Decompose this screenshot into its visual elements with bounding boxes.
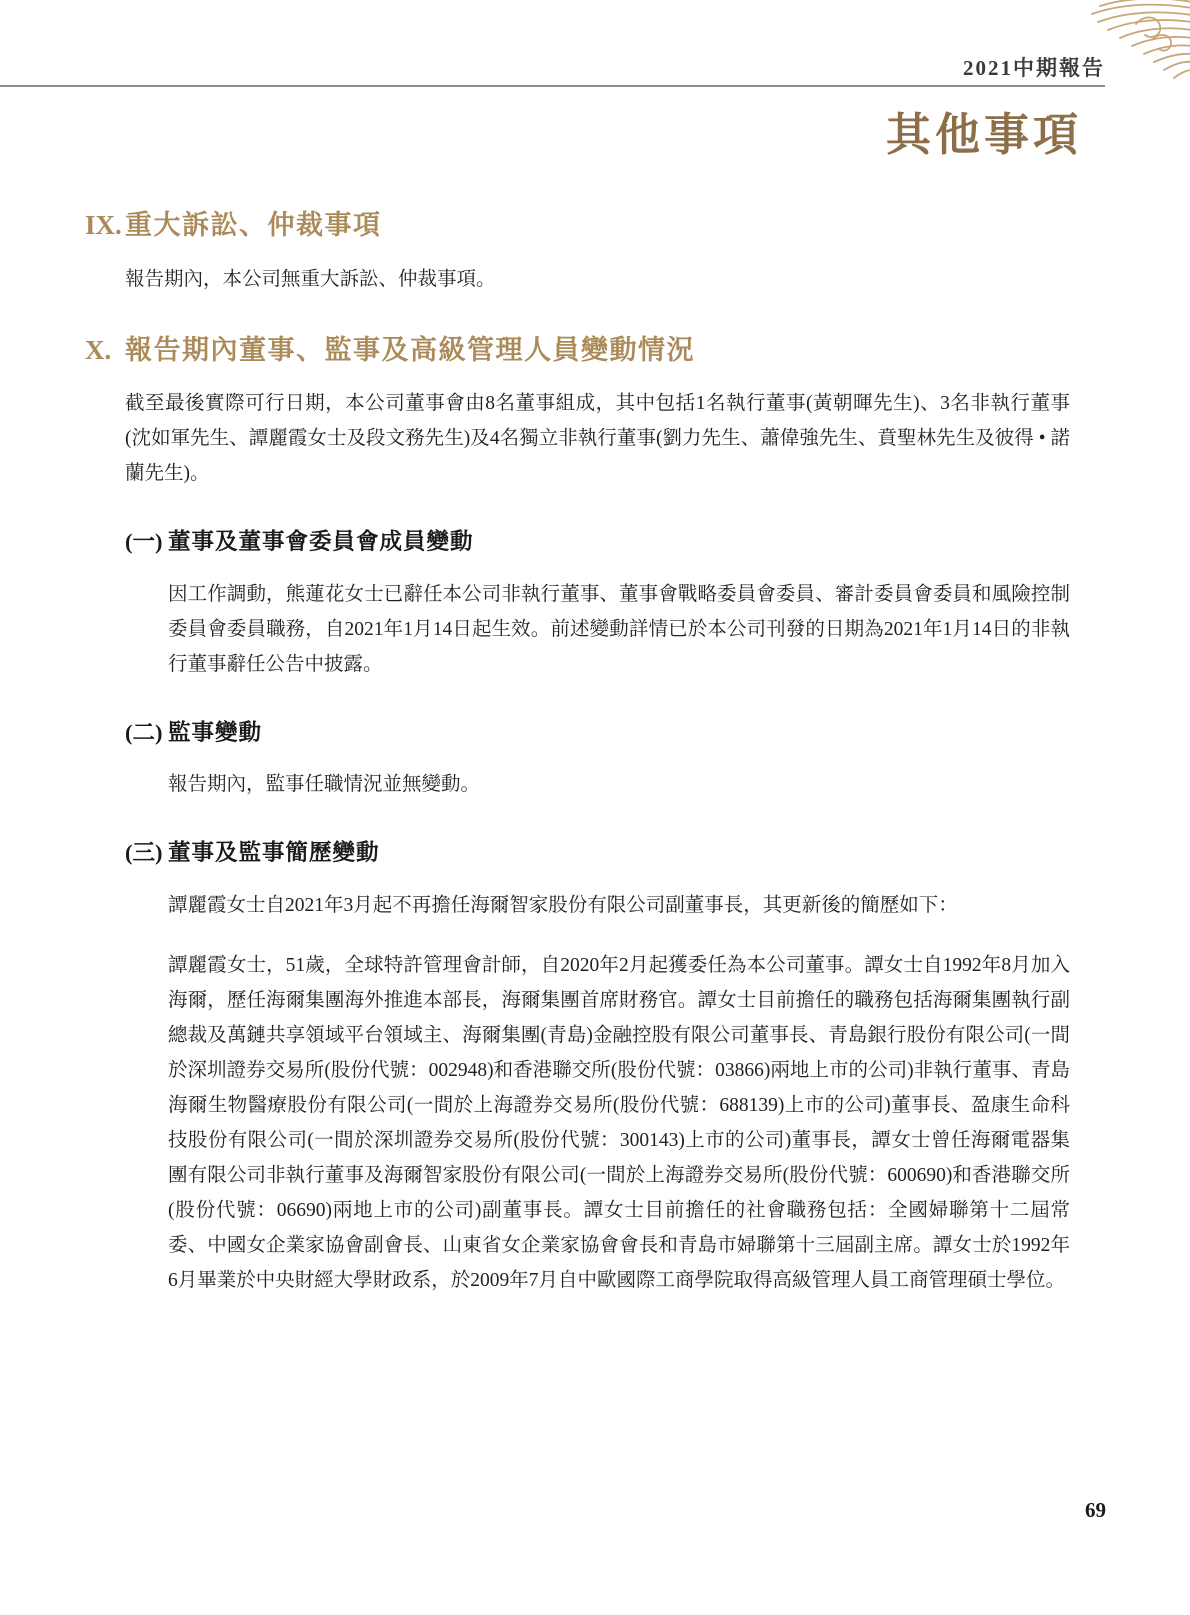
section-x-title: 報告期內董事、監事及高級管理人員變動情況 xyxy=(125,334,695,365)
subsection-3-number: (三) xyxy=(125,840,163,865)
section-x-number: X. xyxy=(85,334,112,365)
subsection-3-paragraph-intro: 譚麗霞女士自2021年3月起不再擔任海爾智家股份有限公司副董事長，其更新後的簡歷如下： xyxy=(168,894,958,916)
subsection-3-heading xyxy=(125,838,1070,868)
subsection-1-paragraph: 因工作調動，熊蓮花女士已辭任本公司非執行董事、董事會戰略委員會委員、審計委員會委員和風險控制委員會委員職務，自2021年1月14日起生效。前述變動詳情已於本公司刊發的日期為2021年1月14日的非執行董事辭任公告中披露。 xyxy=(168,583,1070,675)
section-ix-number: IX. xyxy=(85,210,122,240)
section-x-paragraph: 截至最後實際可行日期，本公司董事會由8名董事組成，其中包括1名執行董事(黃朝暉先生)、3名非執行董事(沈如軍先生、譚麗霞女士及段文務先生)及4名獨立非執行董事(劉力先生、蕭偉強先生、賁聖林先生及彼得 • 諾蘭先生)。 xyxy=(125,393,1070,484)
subsection-2-title: 監事變動 xyxy=(168,719,263,745)
page-number: 69 xyxy=(1085,1498,1106,1522)
section-ix-paragraph: 報告期內，本公司無重大訴訟、仲裁事項。 xyxy=(125,268,496,290)
report-title: 2021中期報告 xyxy=(963,56,1105,80)
subsection-3-title: 董事及監事簡歷變動 xyxy=(168,840,380,865)
subsection-1-number: (一) xyxy=(125,529,163,554)
section-ix-title: 重大訴訟、仲裁事項 xyxy=(125,210,382,240)
section-x-heading xyxy=(85,333,1070,367)
subsection-3-paragraph-bio: 譚麗霞女士，51歲，全球特許管理會計師，自2020年2月起獲委任為本公司董事。譚女士自1992年8月加入海爾，歷任海爾集團海外推進本部長，海爾集團首席財務官。譚女士目前擔任的職務包括海爾集團執行副總裁及萬鏈共享領域平台領域主、海爾集團(青島)金融控股有限公司董事長、青島銀行股份有限公司(一間於深圳證券交易所(股份代號：002948)和香港聯交所(股份代號：03866)兩地上市的公司)非執行董事、青島海爾生物醫療股份有限公司(一間於上海證券交易所(股份代號：688139)上市的公司)董事長、盈康生命科技股份有限公司(一間於深圳證券交易所(股份代號：300143)上市的公司)董事長，譚女士曾任海爾電器集團有限公司非執行董事及海爾智家股份有限公司(一間於上海證券交易所(股份代號：600690)和香港聯交所(股份代號：06690)兩地上市的公司)副董事長。譚女士目前擔任的社會職務包括：全國婦聯第十二屆常委、中國女企業家協會副會長、山東省女企業家協會會長和青島市婦聯第十三屆副主席。譚女士於1992年6月畢業於中央財經大學財政系，於2009年7月自中歐國際工商學院取得高級管理人員工商管理碩士學位。 xyxy=(168,954,1070,1291)
subsection-2-number: (二) xyxy=(125,719,163,745)
section-ix-heading xyxy=(85,208,1070,242)
subsection-1-heading xyxy=(125,527,1070,557)
subsection-2-paragraph: 報告期內，監事任職情況並無變動。 xyxy=(168,774,481,795)
subsection-2-heading xyxy=(125,718,1070,748)
header-divider xyxy=(0,85,1105,87)
page-content xyxy=(85,208,1070,1317)
page-title: 其他事項 xyxy=(885,110,1082,160)
subsection-1-title: 董事及董事會委員會成員變動 xyxy=(168,529,474,554)
